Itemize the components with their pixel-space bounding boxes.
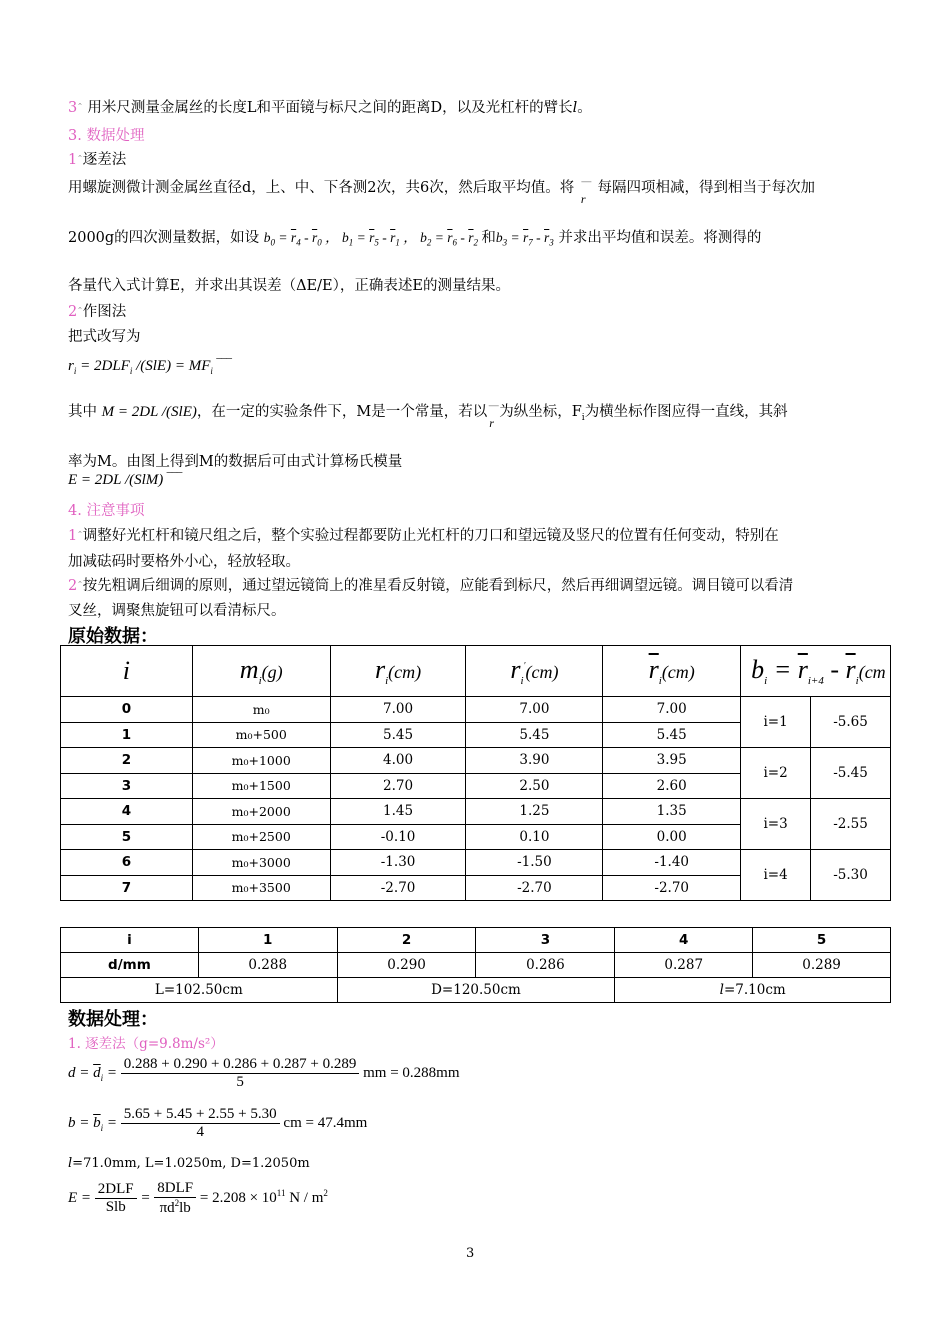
diameter-header-cell: 1 <box>198 928 337 953</box>
section-data-processing: 3. 数据处理 <box>68 128 145 144</box>
and-text: 和 <box>481 230 496 246</box>
header-i: i <box>61 646 193 697</box>
p5b-text: ，在一定的实验条件下，M是一个常量，若以 <box>196 404 488 420</box>
diameter-header-row <box>61 928 891 953</box>
note-2: 2ˆ按先粗调后细调的原则，通过望远镜筒上的准星看反射镜，应能看到标尺，然后再细调望远镜。调目镜可以看清 <box>68 578 794 594</box>
paragraph-4: 把式改写为 <box>68 329 141 345</box>
header-r-avg: $\overline{r}_i(cm)$ <box>603 646 741 697</box>
diameter-value-cell: 0.290 <box>337 953 476 978</box>
diameter-header-cell: 5 <box>753 928 891 953</box>
header-b: $b_i = \overline{r}_{i+4} - \overline{r}_i(cm$ <box>741 646 891 697</box>
page-number: 3 <box>466 1246 475 1261</box>
table-cell: 1.45 <box>330 799 466 825</box>
method-title: 作图法 <box>82 304 127 320</box>
table-row <box>61 799 891 825</box>
note-1-text: 调整好光杠杆和镜尺组之后，整个实验过程都要防止光杠杆的刀口和望远镜及竖尺的位置有任何变动，特别在 <box>82 528 779 544</box>
method-2-heading: 2ˆ作图法 <box>68 304 127 320</box>
table-cell: 3 <box>61 773 193 799</box>
table-cell: m₀+2500 <box>192 824 330 850</box>
r-bar-symbol: — r <box>488 399 500 430</box>
method-number: 1 <box>68 152 78 168</box>
b-fraction: $\frac{5.65 + 5.45 + 2.55 + 5.30}{4}$ <box>121 1106 280 1141</box>
b-value-cell: -2.55 <box>811 799 891 850</box>
equation-2: M = 2DL /(SlE) <box>101 404 197 420</box>
diameter-value-cell: 0.288 <box>198 953 337 978</box>
p1-text: 用螺旋测微计测金属丝直径d，上、中、下各测2次，共6次，然后取平均值。将 <box>68 180 575 196</box>
method-1-heading: 1ˆ逐差法 <box>68 152 127 168</box>
paragraph-6: 率为M。由图上得到M的数据后可由式计算杨氏模量 <box>68 454 403 470</box>
diameter-header-cell: 3 <box>476 928 615 953</box>
table-cell: -1.30 <box>330 850 466 876</box>
diameter-header-cell: i <box>61 928 199 953</box>
raw-data-title: 原始数据： <box>68 626 158 647</box>
table-row <box>61 850 891 876</box>
header-m: $m_i(g)$ <box>192 646 330 697</box>
table-cell: m₀ <box>192 697 330 723</box>
table-cell: 7 <box>61 875 193 901</box>
raw-data-table <box>60 645 891 901</box>
header-r: $r_i(cm)$ <box>330 646 466 697</box>
b-definitions: $b_0 = \overline{r}_4 - \overline{r}_0$ ， $b_1 = \overline{r}_5 - \overline{r}_1$ ， $b_2 = \overline{r}_6 - \overline{r}_2$ <box>263 230 479 248</box>
b-value-cell: -5.65 <box>811 697 891 748</box>
equation-d: $d = \overline{d}_i$ = $\frac{0.288 + 0.290 + 0.286 + 0.287 + 0.289}{5}$ mm = 0.288mm <box>68 1056 460 1090</box>
diameter-values-row <box>61 953 891 978</box>
table-cell: 5.45 <box>466 722 603 748</box>
table-cell: m₀+500 <box>192 722 330 748</box>
table-header-row <box>61 646 891 697</box>
length-row <box>61 978 891 1003</box>
header-r-prime: $r_i'(cm)$ <box>466 646 603 697</box>
table-cell: 7.00 <box>330 697 466 723</box>
table-cell: m₀+3000 <box>192 850 330 876</box>
diameter-value-cell: 0.286 <box>476 953 615 978</box>
paragraph-5: 其中 M = 2DL /(SlE)，在一定的实验条件下，M是一个常量，若以 — r 为纵坐标，$F_i$为横坐标作图应得一直线，其斜 <box>68 399 788 430</box>
d-fraction: $\frac{0.288 + 0.290 + 0.286 + 0.287 + 0.289}{5}$ <box>121 1056 360 1091</box>
constants-line: l=71.0mm, L=1.0250m, D=1.2050m <box>68 1156 310 1171</box>
p5c-text: 为纵坐标，F <box>499 404 582 420</box>
table-row <box>61 748 891 774</box>
table-cell: 6 <box>61 850 193 876</box>
table-cell: 5 <box>61 824 193 850</box>
table-cell: 2 <box>61 748 193 774</box>
table-cell: 3.95 <box>603 748 741 774</box>
table-cell: 7.00 <box>603 697 741 723</box>
table-cell: -2.70 <box>466 875 603 901</box>
equation-1: $r_i = 2DLF_i$ $/(SlE) = MF_i$ ‾‾‾ <box>68 358 232 376</box>
paragraph-2 <box>68 226 761 248</box>
diameter-value-cell: 0.287 <box>615 953 753 978</box>
table-cell: m₀+1000 <box>192 748 330 774</box>
l-value: l=7.10cm <box>615 978 891 1003</box>
diameter-value-cell: 0.289 <box>753 953 891 978</box>
table-cell: m₀+3500 <box>192 875 330 901</box>
b-value-cell: -5.45 <box>811 748 891 799</box>
table-cell: -1.40 <box>603 850 741 876</box>
table-cell: -0.10 <box>330 824 466 850</box>
table-cell: 5.45 <box>603 722 741 748</box>
note-2-text: 按先粗调后细调的原则，通过望远镜筒上的准星看反射镜，应能看到标尺，然后再细调望远镜。调目镜可以看清 <box>82 578 794 594</box>
r-bar-symbol: — r <box>580 175 592 206</box>
table-cell: -2.70 <box>330 875 466 901</box>
processing-title: 数据处理： <box>68 1009 158 1030</box>
note-2-cont: 叉丝，调聚焦旋钮可以看清标尺。 <box>68 603 286 619</box>
table-cell: 0.10 <box>466 824 603 850</box>
b-label-cell: i=4 <box>741 850 811 901</box>
table-cell: 2.50 <box>466 773 603 799</box>
p1b-text: 每隔四项相减，得到相当于每次加 <box>597 180 815 196</box>
note-number: 2 <box>68 578 78 594</box>
diameter-header-cell: 4 <box>615 928 753 953</box>
diameter-header-cell: 2 <box>337 928 476 953</box>
table-cell: m₀+2000 <box>192 799 330 825</box>
table-cell: 1 <box>61 722 193 748</box>
table-cell: 7.00 <box>466 697 603 723</box>
table-cell: 1.35 <box>603 799 741 825</box>
equation-E: E = $\frac{\text{2DLF}}{\text{Slb}}$ = $\frac{\text{8DLF}}{\pi d^2lb}$ = $2.208 \times 10^{11}$ N / $m^2$ <box>68 1180 328 1216</box>
equation-b: $b = \overline{b}_i$ = $\frac{5.65 + 5.45 + 2.55 + 5.30}{4}$ cm = 47.4mm <box>68 1106 368 1140</box>
step-number: 3 <box>68 100 78 116</box>
table-cell: 2.70 <box>330 773 466 799</box>
note-1: 1ˆ调整好光杠杆和镜尺组之后，整个实验过程都要防止光杠杆的刀口和望远镜及竖尺的位置有任何变动，特别在 <box>68 528 779 544</box>
b-label-cell: i=1 <box>741 697 811 748</box>
diameter-table <box>60 927 891 1003</box>
table-cell: 5.45 <box>330 722 466 748</box>
table-cell: -2.70 <box>603 875 741 901</box>
table-cell: 2.60 <box>603 773 741 799</box>
p2b-text: 并求出平均值和误差。将测得的 <box>558 230 762 246</box>
table-cell: 4 <box>61 799 193 825</box>
b-value-cell: -5.30 <box>811 850 891 901</box>
p5a-text: 其中 <box>68 404 97 420</box>
note-number: 1 <box>68 528 78 544</box>
D-value: D=120.50cm <box>337 978 615 1003</box>
method-1-label: 1. 逐差法（g=9.8m/s²） <box>68 1036 224 1052</box>
step-3-line: 3ˆ 用米尺测量金属丝的长度L和平面镜与标尺之间的距离D，以及光杠杆的臂长l。 <box>68 100 592 116</box>
step-text: 用米尺测量金属丝的长度L和平面镜与标尺之间的距离D，以及光杠杆的臂长 <box>87 100 573 116</box>
table-cell: 0 <box>61 697 193 723</box>
note-1-cont: 加减砝码时要格外小心，轻放轻取。 <box>68 554 300 570</box>
b-label-cell: i=2 <box>741 748 811 799</box>
paragraph-3: 各量代入式计算E，并求出其误差（ΔE/E），正确表述E的测量结果。 <box>68 278 510 294</box>
p5d-text: 为横坐标作图应得一直线，其斜 <box>584 404 788 420</box>
b-label-cell: i=3 <box>741 799 811 850</box>
method-number: 2 <box>68 304 78 320</box>
paragraph-1 <box>68 175 815 206</box>
method-title: 逐差法 <box>82 152 127 168</box>
diameter-row-label: d/mm <box>61 953 199 978</box>
table-row <box>61 697 891 723</box>
table-cell: 4.00 <box>330 748 466 774</box>
L-value: L=102.50cm <box>61 978 338 1003</box>
table-cell: 3.90 <box>466 748 603 774</box>
table-cell: m₀+1500 <box>192 773 330 799</box>
table-cell: -1.50 <box>466 850 603 876</box>
section-notes: 4. 注意事项 <box>68 503 145 519</box>
table-cell: 0.00 <box>603 824 741 850</box>
table-cell: 1.25 <box>466 799 603 825</box>
p2a-text: 2000g的四次测量数据，如设 <box>68 230 260 246</box>
b3-definition: $b_3 = \overline{r}_7 - \overline{r}_3$ <box>495 230 554 248</box>
period: 。 <box>577 100 592 116</box>
arm-symbol: l <box>572 100 578 116</box>
equation-3: E = 2DL /(SlM) ‾‾‾ <box>68 472 183 488</box>
